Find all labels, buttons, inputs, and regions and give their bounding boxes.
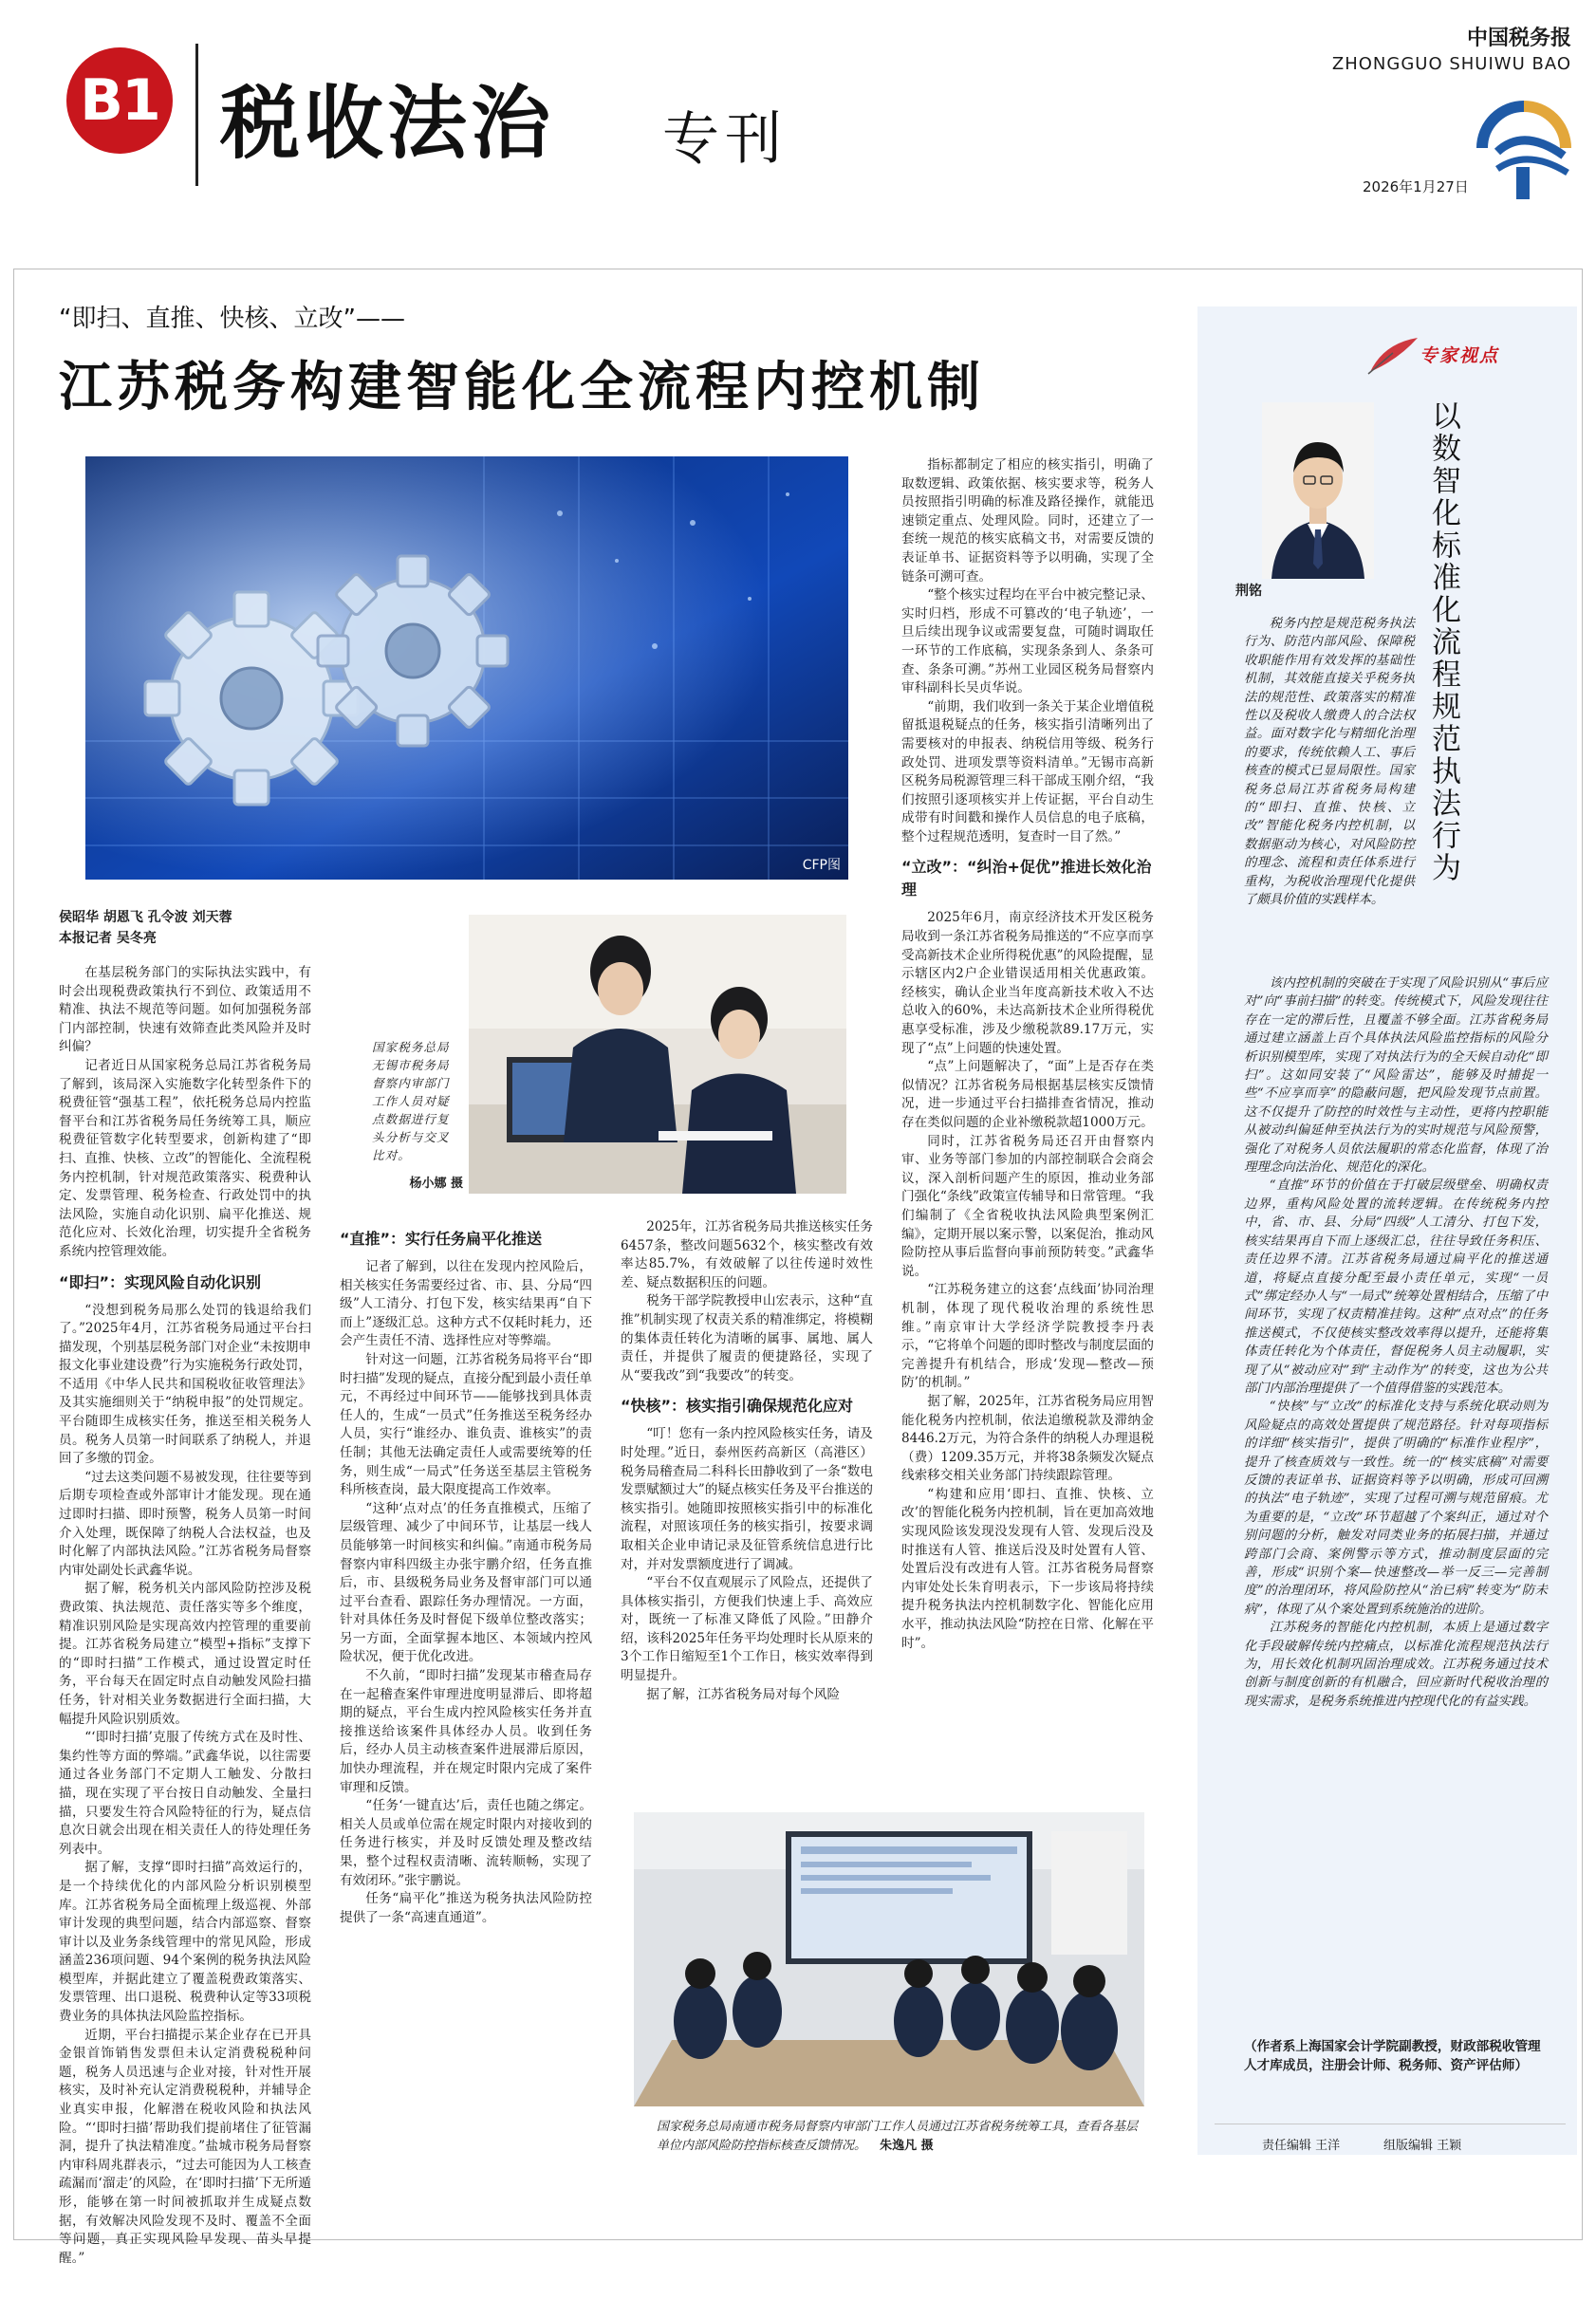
section-title: 税收法治: [220, 77, 555, 170]
masthead: [0, 0, 1596, 218]
paragraph: “整个核实过程均在平台中被完整记录、实时归档，形成不可篡改的‘电子轨迹’，一旦后续出现争议或需要复盘，可随时调取任一环节的工作底稿，实现条条到人、条条可查、条条可溯。”苏州工业园区税务局督察内审科副科长吴贞华说。: [901, 587, 1154, 696]
sidebar-paragraph: 税务内控是规范税务执法行为、防范内部风险、保障税收职能作用有效发挥的基础性机制，其效能直接关乎税务执法的规范性、政策落实的精准性以及税收人缴费人的合法权益。面对数字化与精细化治理的要求，传统依赖人工、事后核查的模式已显局限性。国家税务总局江苏省税务局构建的“即扫、直推、快核、立改”智能化税务内控机制，以数据驱动为核心，对风险防控的理念、流程和责任体系进行重构，为税收治理现代化提供了颇具价值的实践样本。: [1244, 617, 1415, 908]
paragraph: 据了解，2025年，江苏省税务局应用智能化税务内控机制，依法追缴税款及滞纳金8446.2万元，为符合条件的纳税人办理退税（费）1209.35万元，并将38条频发次疑点线索移交相关业务部门持续跟踪管理。: [901, 1393, 1154, 1484]
column-label-text: 专家视点: [1420, 345, 1500, 366]
section-subheading: “直推”：实行任务扁平化推送: [340, 1230, 543, 1248]
paragraph: “这种‘点对点’的任务直推模式，压缩了层级管理、减少了中间环节，让基层一线人员能够第一时间核实和纠偏。”南通市税务局督察内审科四级主办张宇鹏介绍，任务直推后，市、县级税务局业务及督审部门可以通过平台查看、跟踪任务办理情况。一方面，针对具体任务及时督促下级单位整改落实；另一方面，全面掌握本地区、本领域内控风险状况，便于优化改进。: [340, 1500, 592, 1665]
quill-icon: [1364, 334, 1421, 376]
header-divider-vertical: [195, 44, 198, 186]
byline-contributors: 侯昭华 胡恩飞 孔令波 刘天蓉: [59, 910, 232, 925]
paragraph: 不久前，“即时扫描”发现某市稽查局存在一起稽查案件审理进度明显滞后、即将超期的疑点，平台生成内控风险核实任务并直接推送给该案件具体经办人员。收到任务后，经办人员主动核查案件进展滞后原因，加快办理流程，并在规定时限内完成了案件审理和反馈。: [340, 1668, 592, 1795]
paragraph: “点”上问题解决了，“面”上是否存在类似情况？江苏省税务局根据基层核实反馈情况，进一步通过平台扫描排查省情况，推动存在类似问题的企业补缴税款超1000万元。: [901, 1059, 1154, 1130]
article-column-2: [340, 1218, 592, 2161]
paragraph: “过去这类问题不易被发现，往往要等到后期专项检查或外部审计才能发现。现在通过即时扫描、即时预警，税务人员第一时间介入处理，既保障了纳税人合法权益，也及时化解了内部执法风险。”江苏省税务局督察内审处副处长武鑫华说。: [59, 1469, 311, 1578]
gears-illustration: [85, 456, 848, 880]
paragraph: “没想到税务局那么处罚的钱退给我们了。”2025年4月，江苏省税务局通过平台扫描发现，个别基层税务部门对企业“未按期申报文化事业建设费”行为实施税务行政处罚，不适用《中华人民共和国税收征收管理法》及其实施细则关于“纳税申报”的处罚规定。平台随即生成核实任务，推送至相关税务人员。税务人员第一时间联系了纳税人，并退回了多缴的罚金。: [59, 1302, 311, 1467]
article-column-3: [621, 1218, 873, 1778]
paragraph: 记者近日从国家税务总局江苏省税务局了解到，该局深入实施数字化转型条件下的税费征管“强基工程”，依托税务总局内控监督平台和江苏省税务局任务统筹工具，顺应税费征管数字化转型要求，创新构建了“即扫、直推、快核、立改”的智能化、全流程税务内控机制，针对规范政策落实、税费种认定、发票管理、税务检查、行政处罚中的执法风险，实施自动化识别、扁平化推送、规范化应对、长效化治理，切实提升全省税务系统内控管理效能。: [59, 1057, 311, 1259]
sidebar-author-bio: （作者系上海国家会计学院副教授，财政部税收管理人才库成员，注册会计师、税务师、资产评估师）: [1244, 2039, 1541, 2073]
issue-date: 2026年1月27日: [1363, 178, 1469, 195]
sidebar-paragraph: 江苏税务的智能化内控机制，本质上是通过数字化手段破解传统内控痛点，以标准化流程规范执法行为，用长效化机制巩固治理成效。江苏税务通过技术创新与制度创新的有机融合，回应新时代税收治理的现实需求，是税务系统推进内控现代化的有益实践。: [1244, 1621, 1548, 1709]
gears-photo-credit: CFP图: [802, 858, 841, 873]
office-photo: [469, 915, 846, 1194]
meeting-photo: [634, 1812, 1144, 2106]
byline-reporter: 本报记者 吴冬亮: [59, 931, 157, 946]
paragraph: “叮！您有一条内控风险核实任务，请及时处理。”近日，泰州医药高新区（高港区）税务局稽查局二科科长田静收到了一条“数电发票赋额过大”的疑点核实任务及平台推送的核实指引。她随即按照核实指引中的标准化流程，对照该项任务的核实指引，按要求调取相关企业申请记录及征管系统信息进行比对，并对发票额度进行了调减。: [621, 1426, 873, 1572]
office-photo-credit: 杨小娜 摄: [409, 1177, 463, 1191]
paragraph: 据了解，支撑“即时扫描”高效运行的，是一个持续优化的内部风险分析识别模型库。江苏省税务局全面梳理上级巡视、外部审计发现的典型问题，结合内部巡察、督察审计以及业务条线管理中的常见风险，形成涵盖236项问题、94个案例的税务执法风险模型库，并据此建立了覆盖税费政策落实、发票管理、出口退税、税费种认定等33项税费业务的具体执法风险监控指标。: [59, 1860, 311, 2025]
section-suffix: 专刊: [662, 106, 788, 173]
paragraph: 2025年，江苏省税务局共推送核实任务6457条，整改问题5632个，核实整改有效率达85.7%，有效破解了以往传递时效性差、疑点数据积压的问题。: [621, 1219, 873, 1290]
office-photo-illustration: [469, 915, 846, 1194]
sidebar-paragraph: “直推”环节的价值在于打破层级壁垒、明确权责边界，重构风险处置的流转逻辑。在传统税务内控中，省、市、县、分局“四级”人工清分、打包下发，核实结果再自下而上逐级汇总，往往导致任务积压、责任边界不清。江苏省税务局通过扁平化的推送通道，将疑点直接分配至最小责任单元，实现“一员式”绑定经办人与“一局式”统筹处置相结合，压缩了中间环节，实现了权责精准挂钩。这种“点对点”的任务推送模式，不仅使核实整改效率得以提升，还能将集体责任转化为个体责任，督促税务人员主动履职，实现了从“被动应对”到“主动作为”的转变，这也为公共部门内部治理提供了一个值得借鉴的实践范本。: [1244, 1178, 1548, 1396]
paragraph: 针对这一问题，江苏省税务局将平台“即时扫描”发现的疑点，直接分配到最小责任单元，不再经过中间环节——能够找到具体责任人的，生成“一员式”任务推送至税务经办人员，实行“谁经办、谁负责、谁核实”的责任制；其他无法确定责任人或需要统筹的任务，则生成“一局式”任务送至基层主管税务科所核查岗，最大限度提高工作效率。: [340, 1351, 592, 1498]
paragraph: 据了解，税务机关内部风险防控涉及税费政策、执法规范、责任落实等多个维度，精准识别风险是实现高效内控管理的重要前提。江苏省税务局建立“模型+指标”支撑下的“即时扫描”工作模式，通过设置定时任务，平台每天在固定时点自动触发风险扫描任务，针对相关业务数据进行全面扫描，大幅提升风险识别质效。: [59, 1581, 311, 1727]
office-photo-caption: 国家税务总局无锡市税务局督察内审部门工作人员对疑点数据进行复头分析与交叉比对。: [372, 1040, 450, 1162]
col4-content: [901, 456, 1154, 1653]
paper-pinyin: ZHONGGUO SHUIWU BAO: [1331, 54, 1571, 74]
sidebar-title: 以数智化标准化流程规范执法行为: [1426, 400, 1460, 884]
meeting-photo-credit: 朱逸凡 摄: [880, 2139, 934, 2153]
paragraph: 近期，平台扫描提示某企业存在已开具金银首饰销售发票但未认定消费税税种问题，税务人员迅速与企业对接，针对性开展核实，及时补充认定消费税税种，并辅导企业真实申报，化解潜在税收风险和执法风险。“‘即时扫描’帮助我们提前堵住了征管漏洞，提升了执法精准度。”盐城市税务局督察内审科周兆群表示，“过去可能因为人工核查疏漏而‘溜走’的风险，在‘即时扫描’下无所遁形，能够在第一时间被抓取并生成疑点数据，有效解决风险发现不及时、覆盖不全面等问题，真正实现风险早发现、苗头早提醒。”: [59, 2027, 311, 2266]
paragraph: “江苏税务建立的这套‘点线面’协同治理机制，体现了现代税收治理的系统性思维。”南京审计大学经济学院教授李丹表示，“它将单个问题的即时整改与制度层面的完善提升有机结合，形成‘发现—整改—预防’的机制。”: [901, 1282, 1154, 1391]
section-subheading: “立改”：“纠治+促优”推进长效化治理: [901, 858, 1152, 900]
meeting-photo-illustration: [634, 1812, 1144, 2106]
article-headline: 江苏税务构建智能化全流程内控机制: [59, 356, 985, 418]
paragraph: 在基层税务部门的实际执法实践中，有时会出现税费政策执行不到位、政策适用不精准、执法不规范等问题。如何加强税务部门内部控制，快速有效筛查此类风险并及时纠偏？: [59, 965, 311, 1055]
article-column-4: [901, 456, 1154, 1778]
paragraph: “‘即时扫描’克服了传统方式在及时性、集约性等方面的弊端。”武鑫华说，以往需要通过各业务部门不定期人工触发、分散扫描，现在实现了平台按日自动触发、全量扫描，只要发生符合风险特征的行为，疑点信息次日就会出现在相关责任人的待处理任务列表中。: [59, 1730, 311, 1857]
paragraph: “任务‘一键直达’后，责任也随之绑定。相关人员或单位需在规定时限内对接收到的任务进行核实，并及时反馈处理及整改结果，整个过程权责清晰、流转顺畅，实现了有效闭环。”张宇鹏说。: [340, 1798, 592, 1888]
responsible-editor: 责任编辑 王洋: [1262, 2139, 1341, 2153]
paragraph: 同时，江苏省税务局还召开由督察内审、业务等部门参加的内部控制联合会商会议，深入剖析问题产生的原因，推动业务部门强化“条线”政策宣传辅导和日常管理。“我们编制了《全省税收执法风险典型案例汇编》，定期开展以案示警，以案促治，推动风险防控从事后监督向事前预防转变。”武鑫华说。: [901, 1133, 1154, 1279]
meeting-photo-caption: [657, 2118, 1146, 2156]
paragraph: “平台不仅直观展示了风险点，还提供了具体核实指引，方便我们快速上手、高效应对，既统一了标准又降低了风险。”田静介绍，该科2025年任务平均处理时长从原来的3个工作日缩短至1个工作日，核实效率得到明显提升。: [621, 1575, 873, 1684]
author-portrait-illustration: [1262, 402, 1374, 579]
layout-editor: 组版编辑 王颖: [1383, 2139, 1462, 2153]
paper-name: 中国税务报: [1466, 26, 1571, 50]
gears-photo: [85, 456, 848, 880]
meeting-photo-caption-text: 国家税务总局南通市税务局督察内审部门工作人员通过江苏省税务统筹工具，查看各基层单位内部风险防控指标核查反馈情况。: [657, 2120, 1139, 2153]
page-code: B1: [80, 67, 159, 134]
section-subheading: “快核”：核实指引确保规范化应对: [621, 1397, 854, 1416]
paragraph: 税务干部学院教授申山宏表示，这种“直推”机制实现了权责关系的精准绑定，将模糊的集体责任转化为清晰的属事、属地、属人责任，并提供了履责的便捷路径，实现了从“要我改”到“我要改”的转变。: [621, 1293, 873, 1383]
sidebar-paragraph: “快核”与“立改”的标准化支持与系统化联动则为风险疑点的高效处置提供了规范路径。针对每项指标的详细“核实指引”，提供了明确的“标准作业程序”，提升了核查质效与一致性。统一的“核实底稿”对需要反馈的表证单书、证据资料等予以明确，形成可回溯的执法“电子轨迹”，实现了过程可溯与规范留痕。尤为重要的是，“立改”环节超越了个案纠正，通过对个别问题的分析，触发对同类业务的拓展扫描，并通过跨部门会商、案例警示等方式，推动制度层面的完善，形成“识别个案—快速整改—举一反三—完善制度”的治理闭环，将风险防控从“治已病”转变为“防未病”，体现了从个案处置到系统施治的进阶。: [1244, 1400, 1548, 1617]
col2-content: [340, 1228, 592, 1927]
article-column-1: [59, 964, 311, 2266]
sidebar-body: [1244, 615, 1415, 966]
paragraph: 指标都制定了相应的核实指引，明确了取数逻辑、政策依据、核实要求等，税务人员按照指引明确的标准及路径操作，就能迅速锁定重点、处理风险。同时，还建立了一套统一规范的核实底稿文书，对需要反馈的表证单书、证据资料等予以明确，实现了全链条可溯可查。: [901, 457, 1154, 584]
paragraph: “前期，我们收到一条关于某企业增值税留抵退税疑点的任务，核实指引清晰列出了需要核对的申报表、纳税信用等级、税务行政处罚、进项发票等资料清单。”无锡市高新区税务局税源管理三科干部成玉刚介绍，“我们按照引逐项核实并上传证据，平台自动生成带有时间戳和操作人员信息的电子底稿，整个过程规范透明，复查时一目了然。”: [901, 698, 1154, 844]
paragraph: 据了解，江苏省税务局对每个风险: [646, 1686, 841, 1702]
column-label: [1364, 334, 1516, 376]
section-subheading: “即扫”：实现风险自动化识别: [59, 1272, 262, 1291]
paragraph: 记者了解到，以往在发现内控风险后，相关核实任务需要经过省、市、县、分局“四级”人工清分、打包下发，核实结果再“自下而上”逐级汇总。这种方式不仅耗时耗力，还会产生责任不清、选择性应对等弊端。: [340, 1259, 592, 1349]
tax-emblem-icon: [1469, 93, 1579, 205]
col1-content: [59, 964, 311, 2268]
paragraph: 任务“扁平化”推送为税务执法风险防控提供了一条“高速直通道”。: [340, 1891, 592, 1925]
article-kicker: “即扫、直推、快核、立改”——: [59, 305, 405, 333]
author-portrait: [1262, 402, 1374, 579]
paragraph: 2025年6月，南京经济技术开发区税务局收到一条江苏省税务局推送的“不应享而享受高新技术企业所得税优惠”的风险提醒，显示辖区内2户企业错误适用相关优惠政策。经核实，确认企业当年度高新技术收入不达总收入的60%，未达高新技术企业所得税优惠享受标准，涉及少缴税款89.17万元，实现了“点”上问题的快速处置。: [901, 910, 1154, 1056]
paragraph: “构建和应用‘即扫、直推、快核、立改’的智能化税务内控机制，旨在更加高效地实现风险该发现没发现有人管、发现后没及时推送有人管、推送后没及时处置有人管、处置后没有改进有人管。江苏省税务局督察内审处处长朱育明表示，下一步该局将持续提升税务执法内控机制数字化、智能化应用水平，推动执法风险“防控在日常、化解在平时”。: [901, 1486, 1154, 1651]
sidebar-paragraph: 该内控机制的突破在于实现了风险识别从“事后应对”向“事前扫描”的转变。传统模式下，风险发现往往存在一定的滞后性，且覆盖不够全面。江苏省税务局通过建立涵盖上百个具体执法风险监控指标的风险分析识别模型库，实现了对执法行为的全天候自动化“即扫”。这如同安装了“风险雷达”，能够及时捕捉一些“不应享而享”的隐蔽问题，把风险发现节点前置。这不仅提升了防控的时效性与主动性，更将内控职能从被动纠偏延伸至执法行为的实时规范与风险预警，强化了对税务人员依法履职的常态化监督，体现了治理理念向法治化、规范化的深化。: [1244, 976, 1548, 1176]
page-code-badge: [66, 47, 173, 154]
sidebar-body-wide: [1244, 974, 1548, 2035]
author-name: 荆铭: [1235, 584, 1262, 599]
col3-content: [621, 1218, 873, 1704]
